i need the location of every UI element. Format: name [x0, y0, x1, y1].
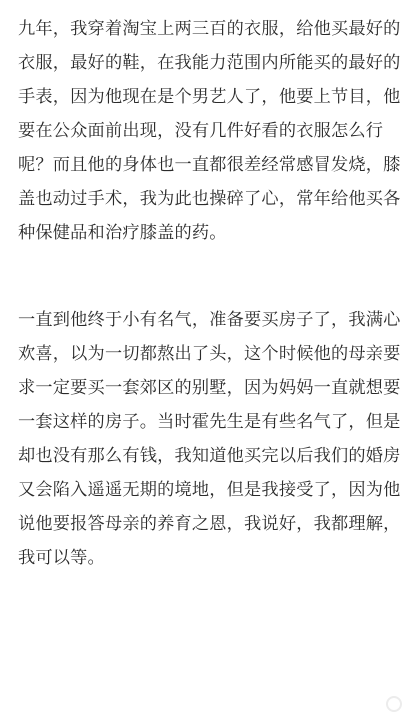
paragraph-spacer [18, 250, 400, 303]
watermark-logo-icon [386, 696, 402, 712]
text-line: 九年，我穿着淘宝上两三百的衣服，给他买最好的 [18, 19, 401, 39]
text-line: 一套这样的房子。当时霍先生是有些名气了，但是 [18, 412, 401, 432]
text-line: 我可以等。 [18, 548, 105, 568]
text-line: 呢？而且他的身体也一直都很差经常感冒发烧，膝 [18, 155, 401, 175]
text-line: 一直到他终于小有名气，准备要买房子了，我满心 [18, 310, 401, 330]
text-line: 衣服，最好的鞋，在我能力范围内所能买的最好的 [18, 53, 401, 73]
text-line: 说他要报答母亲的养育之恩，我说好，我都理解， [18, 514, 401, 534]
text-line: 求一定要买一套郊区的别墅，因为妈妈一直就想要 [18, 378, 401, 398]
paragraph-1 [18, 12, 400, 250]
text-line: 欢喜，以为一切都熬出了头，这个时候他的母亲要 [18, 344, 401, 364]
text-line: 盖也动过手术，我为此也操碎了心，常年给他买各 [18, 189, 401, 209]
paragraph-2 [18, 303, 400, 575]
text-line: 种保健品和治疗膝盖的药。 [18, 223, 227, 243]
text-line: 却也没有那么有钱，我知道他买完以后我们的婚房 [18, 446, 401, 466]
text-line: 又会陷入遥遥无期的境地，但是我接受了，因为他 [18, 480, 401, 500]
text-line: 手表，因为他现在是个男艺人了，他要上节目，他 [18, 87, 401, 107]
text-line: 要在公众面前出现，没有几件好看的衣服怎么行 [18, 121, 384, 141]
article-body [18, 12, 400, 575]
watermark [386, 696, 402, 712]
